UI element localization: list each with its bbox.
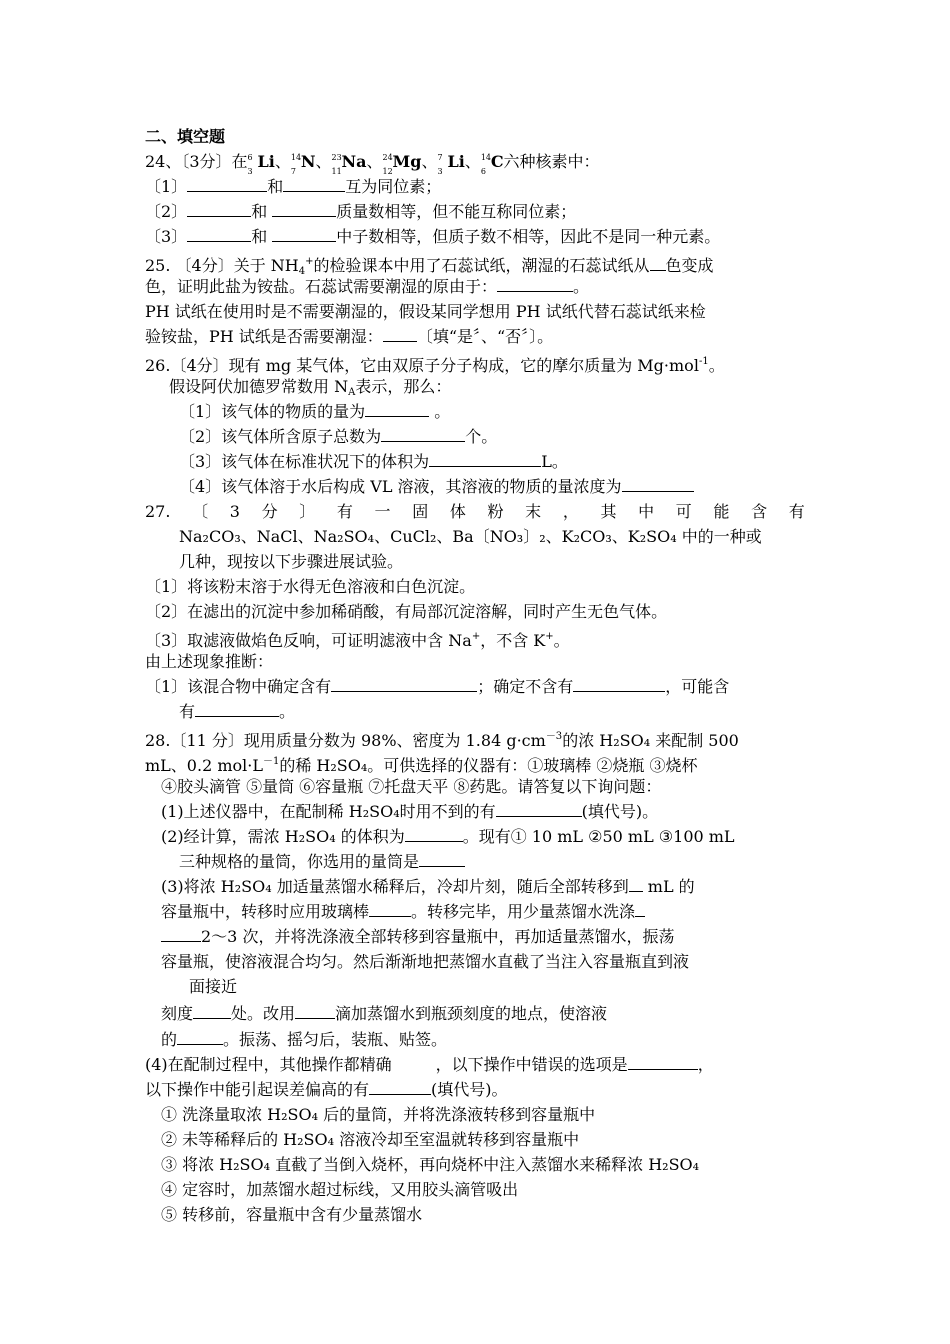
atomic-number: 6 [480,167,486,176]
answer-blank[interactable] [381,425,465,442]
answer-blank[interactable] [629,875,643,892]
nuclide-symbol [383,150,422,174]
q24-line2: 〔2〕 和 质量数相等，但不能互称同位素； [145,202,577,221]
q26-item4: 〔4〕该气体溶于水后构成 VL 溶液，其溶液的物质的量浓度为 [179,475,694,499]
q28-option4: ④ 定容时，加蒸馏水超过标线，又用胶头滴管吸出 [161,1180,519,1199]
q28-part4-l2: 以下操作中能引起误差偏高的有 (填代号)。 [145,1080,508,1099]
spread-char: 粉 [487,502,504,521]
nuclide-symbol [481,150,504,174]
spread-char: 〕 [299,502,316,521]
atomic-number: 3 [247,167,253,176]
q28-part3-l2: 容量瓶中，转移时应用玻璃棒 。转移完毕，用少量蒸馏水洗涤 [161,900,645,924]
q28-part3-l4: 容量瓶，使溶液混合均匀。然后渐渐地把蒸馏水直截了当注入容量瓶直到液 [161,952,690,971]
q28-part2: (2)经计算，需浓 H₂SO₄ 的体积为 。现有① 10 mL ②50 mL ③100 mL [161,827,735,846]
answer-blank[interactable] [365,400,429,417]
element-symbol: C [490,152,504,171]
mass-number: 24 [382,153,393,162]
spread-char: 分 [261,502,278,521]
answer-blank[interactable] [369,1078,431,1095]
element-symbol: Li [447,152,465,171]
q27-inference: 由上述现象推断： [145,652,274,671]
q24-line3: 〔3〕 和 中子数相等，但质子数不相等，因此不是同一种元素。 [145,227,721,246]
answer-blank[interactable] [369,900,411,917]
atomic-number: 3 [437,167,443,176]
q27-line1 [145,500,805,524]
spread-char: 有 [788,502,805,521]
spread-char: 有 [336,502,353,521]
mass-number: 14 [290,153,302,162]
q28-part3-l6: 刻度 处。改用 滴加蒸馏水到瓶颈刻度的地点，使溶液 [161,1004,608,1023]
answer-blank[interactable] [628,1053,698,1070]
q27-line2: Na₂CO₃、NaCl、Na₂SO₄、CuCl₂、Ba〔NO₃〕₂、K₂CO₃、K₂SO₄ 中的一种或 [179,527,762,546]
answer-blank[interactable] [331,675,477,692]
q25-line1: 25. 〔4分〕关于 $NH_4^+$的检验课本中用了石蕊试纸，潮湿的石蕊试纸从 色变成 [145,256,714,277]
answer-blank[interactable] [650,254,666,271]
answer-blank[interactable] [195,700,279,717]
separator: 、 [366,152,383,171]
spread-char: 3 [229,502,240,521]
q26-item3: 〔3〕该气体在标准状况下的体积为 L。 [179,452,568,471]
element-symbol: Mg [392,152,422,171]
spread-char: 可 [675,502,692,521]
q28-line1: 28.〔11 分〕现用质量分数为 98%、密度为 1.84 $g\cdot cm^{-3}$的浓 H₂SO₄ 来配制 500 [145,731,739,750]
answer-blank[interactable] [295,1002,335,1019]
answer-blank[interactable] [429,450,541,467]
spread-char: 〔 [192,502,209,521]
spread-char: ， [562,502,579,521]
answer-blank[interactable] [187,225,251,242]
answer-blank[interactable] [283,175,345,192]
spread-char: 一 [374,502,391,521]
q28-part2-cont: 三种规格的量筒，你选用的量筒是 [179,850,465,874]
atomic-number: 12 [382,167,393,176]
element-symbol: N [300,152,316,171]
q28-part1: (1)上述仪器中，在配制稀 H₂SO₄时用不到的有 (填代号)。 [161,802,659,821]
q26-item2: 〔2〕该气体所含原子总数为 个。 [179,427,498,446]
q28-option3: ③ 将浓 H₂SO₄ 直截了当倒入烧杯，再向烧杯中注入蒸馏水来稀释浓 H₂SO₄ [161,1155,700,1174]
q25-line4: 验铵盐，PH 试纸是否需要潮湿： 〔填“是〞、“否〞〕。 [145,327,554,346]
spread-char: 27. [145,502,171,521]
atomic-number: 7 [290,167,296,176]
answer-blank[interactable] [193,1002,231,1019]
mass-number: 23 [331,153,342,162]
q28-part3-l7: 的 。振荡、摇匀后，装瓶、贴签。 [161,1030,448,1049]
answer-blank[interactable] [187,175,267,192]
spread-char: 其 [600,502,617,521]
q28-part3-l5: 面接近 [189,977,238,996]
q27-step1: 〔1〕将该粉末溶于水得无色溶液和白色沉淀。 [145,577,476,596]
q27-result2: 有 。 [179,702,296,721]
answer-blank[interactable] [187,200,251,217]
mass-number: 14 [480,153,491,162]
q25-line3: PH 试纸在使用时是不需要潮湿的，假设某同学想用 PH 试纸代替石蕊试纸来检 [145,302,706,321]
answer-blank[interactable] [272,200,336,217]
atomic-number: 11 [331,167,342,176]
nuclide-symbol [248,150,275,174]
q27-result1: 〔1〕该混合物中确定含有 ；确定不含有 ，可能含 [145,677,730,696]
answer-blank[interactable] [622,475,694,492]
answer-blank[interactable] [497,275,573,292]
q28-part3: (3)将浓 H₂SO₄ 加适量蒸馏水稀释后，冷却片刻，随后全部转移到 mL 的 [161,877,695,896]
separator: 、 [464,152,481,171]
separator: 、 [315,152,332,171]
element-symbol: Na [341,152,367,171]
answer-blank[interactable] [177,1028,223,1045]
q24-stem: 24、〔3分〕在 6 3 Li、 14 7 N、 23 11 Na、 24 12 Mg、 7 3 Li、 14 6 C六种核素中： [145,150,600,174]
spread-char: 固 [412,502,429,521]
q26-line2: 假设阿伏加德罗常数用 $N_A$表示，那么： [169,377,452,398]
mass-number: 7 [437,153,443,162]
answer-blank[interactable] [272,225,336,242]
q26-item1: 〔1〕该气体的物质的量为 。 [179,402,451,421]
answer-blank[interactable] [161,925,201,942]
nuclide-symbol [291,150,316,174]
mass-number: 6 [247,153,253,162]
separator: 、 [274,152,291,171]
element-symbol: Li [257,152,275,171]
q28-part3-l3: 2～3 次，并将洗涤液全部转移到容量瓶中，再加适量蒸馏水，振荡 [161,925,674,949]
spread-char: 能 [713,502,730,521]
q28-line2: mL、0.2 $mol\cdot L^{-1}$的稀 H₂SO₄。可供选择的仪器有：①玻璃棒 ②烧瓶 ③烧杯 [145,756,698,775]
q27-line3: 几种，现按以下步骤进展试验。 [179,552,404,571]
answer-blank[interactable] [405,825,463,842]
q26-line1: 26.〔4分〕现有 mg 某气体，它由双原子分子构成，它的摩尔质量为 Mg·mol$^{-1}$。 [145,356,725,375]
q25-line2: 色，证明此盐为铵盐。石蕊试需要潮湿的原由于： 。 [145,277,590,296]
q27-step3: 〔3〕取滤液做焰色反响，可证明滤液中含 Na+，不含 K+。 [145,631,570,650]
answer-blank[interactable] [496,800,582,817]
spread-char: 体 [449,502,466,521]
nuclide-symbol [437,150,464,174]
answer-blank[interactable] [383,325,417,342]
q28-part4: (4)在配制过程中，其他操作都精确 ，以下操作中错误的选项是 ， [145,1055,714,1074]
q27-step2: 〔2〕在滤出的沉淀中参加稀硝酸，有局部沉淀溶解，同时产生无色气体。 [145,602,668,621]
answer-blank[interactable] [419,850,465,867]
spread-char: 末 [525,502,542,521]
section-title: 二、填空题 [145,127,226,146]
spread-char: 中 [638,502,655,521]
answer-blank[interactable] [573,675,665,692]
separator: 、 [421,152,438,171]
q24-line1: 〔1〕 和 互为同位素； [145,177,442,196]
q28-option5: ⑤ 转移前，容量瓶中含有少量蒸馏水 [161,1205,423,1224]
q28-option2: ② 未等稀释后的 H₂SO₄ 溶液冷却至室温就转移到容量瓶中 [161,1130,580,1149]
spread-char: 含 [751,502,768,521]
answer-blank[interactable] [635,900,645,917]
q28-line3: ④胶头滴管 ⑤量筒 ⑥容量瓶 ⑦托盘天平 ⑧药匙。请答复以下询问题： [161,777,662,796]
q28-option1: ① 洗涤量取浓 H₂SO₄ 后的量筒，并将洗涤液转移到容量瓶中 [161,1105,596,1124]
nuclide-symbol [332,150,367,174]
